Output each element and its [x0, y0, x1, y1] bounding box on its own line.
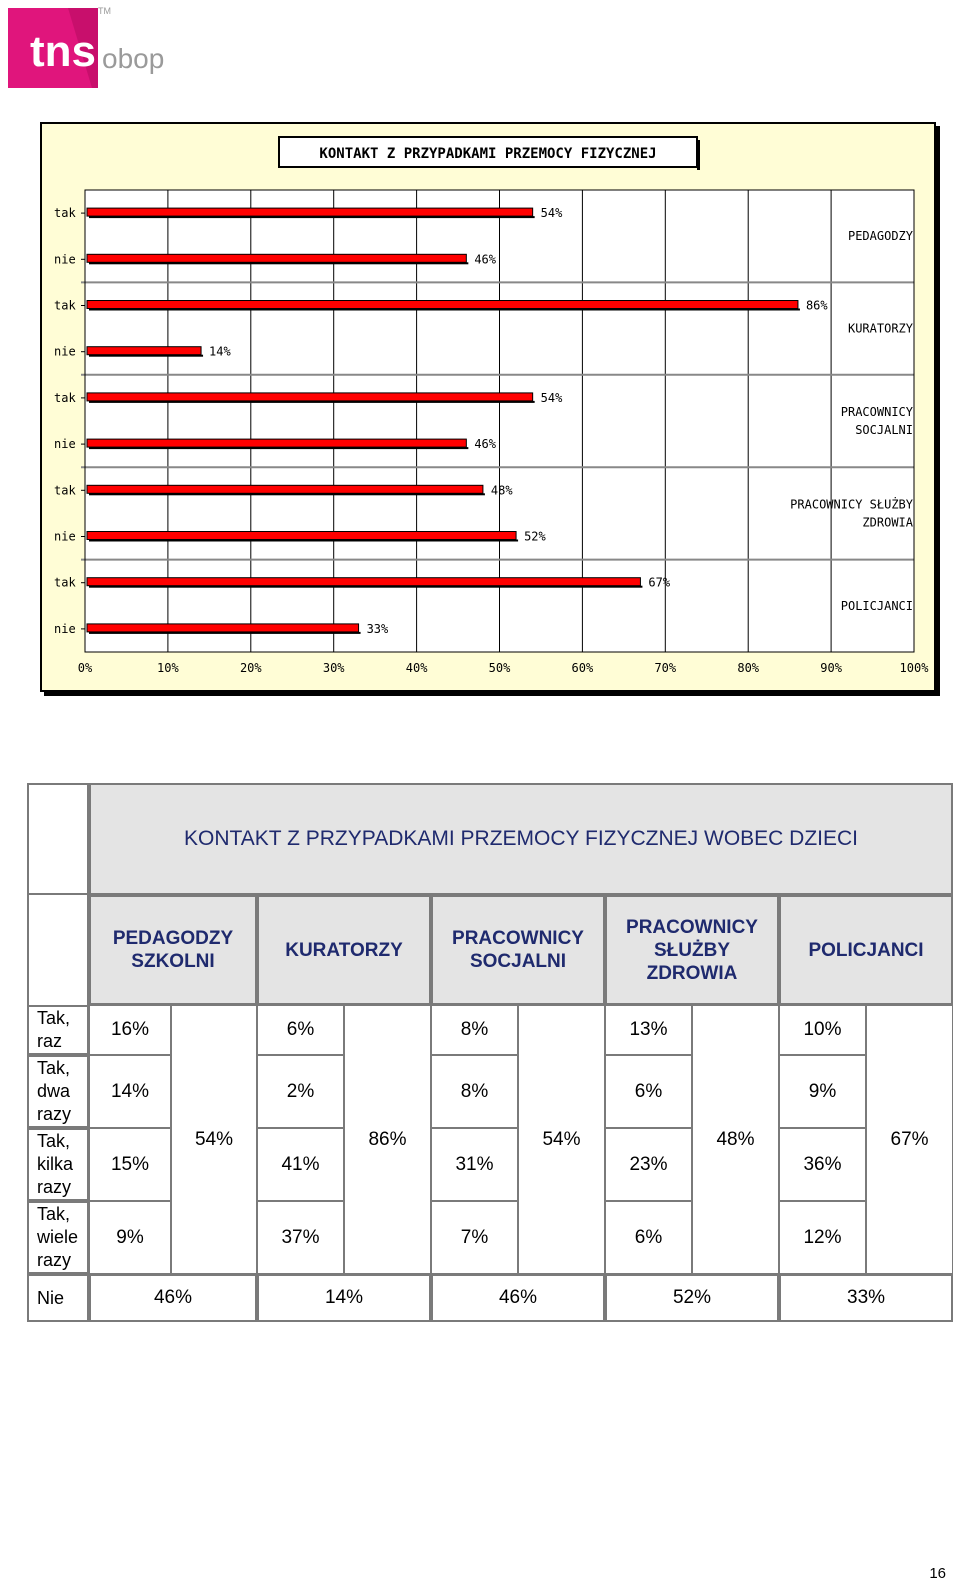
- detail-cell: 7%: [431, 1201, 518, 1274]
- nie-value-cell: 52%: [605, 1274, 779, 1322]
- detail-cell: 9%: [779, 1055, 866, 1128]
- bar-shadow: [89, 447, 468, 449]
- tak-total-cell: 48%: [692, 1005, 779, 1274]
- tak-total-cell: 86%: [344, 1005, 431, 1274]
- group-label: KURATORZY: [847, 321, 913, 336]
- nie-value-cell: 46%: [89, 1274, 257, 1322]
- chart-title-shadow: [697, 140, 700, 170]
- detail-cell: 6%: [257, 1005, 344, 1055]
- group-label: SOCJALNI: [855, 423, 913, 437]
- bar-category-label: tak: [54, 298, 76, 313]
- bar-category-label: nie: [54, 344, 76, 359]
- column-header: PRACOWNICY SŁUŻBY ZDROWIA: [605, 895, 779, 1005]
- detail-cell: 8%: [431, 1055, 518, 1128]
- detail-cell: 6%: [605, 1201, 692, 1274]
- column-header: POLICJANCI: [779, 895, 953, 1005]
- group-label: PRACOWNICY SŁUŻBY: [790, 497, 913, 512]
- bar-category-label: nie: [54, 529, 76, 544]
- bar-data-label: 54%: [540, 206, 563, 221]
- x-tick-label: 30%: [322, 661, 345, 675]
- x-tick-label: 10%: [157, 661, 179, 675]
- bar: [87, 624, 359, 632]
- bar-shadow: [89, 632, 361, 634]
- nie-value-cell: 46%: [431, 1274, 605, 1322]
- bar: [87, 532, 516, 540]
- nie-value-cell: 33%: [779, 1274, 953, 1322]
- bar-data-label: 67%: [648, 575, 671, 590]
- table-title: KONTAKT Z PRZYPADKAMI PRZEMOCY FIZYCZNEJ WOBEC DZIECI: [89, 783, 953, 895]
- logo-sub: obop: [102, 43, 165, 74]
- x-tick-label: 0%: [77, 661, 93, 675]
- group-label: PRACOWNICY: [840, 405, 913, 419]
- detail-cell: 13%: [605, 1005, 692, 1055]
- logo-tm: TM: [98, 6, 111, 16]
- row-label: Tak, wiele razy: [27, 1201, 89, 1274]
- detail-cell: 10%: [779, 1005, 866, 1055]
- x-tick-label: 80%: [737, 661, 760, 675]
- bar-shadow: [89, 355, 203, 357]
- bar-shadow: [89, 586, 642, 588]
- detail-cell: 23%: [605, 1128, 692, 1201]
- detail-cell: 8%: [431, 1005, 518, 1055]
- summary-table: [27, 783, 953, 1322]
- bar-category-label: tak: [54, 483, 76, 498]
- row-label: Tak, raz: [27, 1005, 89, 1055]
- x-tick-label: 70%: [654, 661, 677, 675]
- x-tick-label: 20%: [239, 661, 262, 675]
- row-label: Tak, kilka razy: [27, 1128, 89, 1201]
- bar-data-label: 52%: [524, 529, 546, 544]
- bar-data-label: 86%: [805, 298, 828, 313]
- tns-obop-logo: [6, 4, 166, 94]
- bar: [87, 208, 533, 216]
- bar-shadow: [89, 493, 485, 495]
- column-header: PRACOWNICY SOCJALNI: [431, 895, 605, 1005]
- bar-category-label: nie: [54, 621, 76, 636]
- nie-value-cell: 14%: [257, 1274, 431, 1322]
- tak-total-cell: 54%: [518, 1005, 605, 1274]
- bar: [87, 254, 466, 262]
- chart-title: KONTAKT Z PRZYPADKAMI PRZEMOCY FIZYCZNEJ: [319, 146, 657, 162]
- detail-cell: 31%: [431, 1128, 518, 1201]
- detail-cell: 41%: [257, 1128, 344, 1201]
- detail-cell: 36%: [779, 1128, 866, 1201]
- bar-data-label: 46%: [474, 252, 497, 267]
- row-label-header: [27, 895, 89, 1005]
- x-tick-label: 90%: [820, 661, 842, 675]
- bar-category-label: nie: [54, 437, 76, 452]
- bar-chart-panel: [40, 122, 936, 692]
- bar-data-label: 33%: [366, 621, 389, 636]
- bar-data-label: 54%: [540, 390, 563, 405]
- column-header: PEDAGODZY SZKOLNI: [89, 895, 257, 1005]
- corner-cell: [27, 783, 89, 895]
- bar-category-label: nie: [54, 252, 76, 267]
- logo-brand: tns: [30, 27, 96, 76]
- bar-data-label: 46%: [474, 437, 497, 452]
- bar: [87, 393, 533, 401]
- page-number: 16: [929, 1565, 946, 1582]
- bar-category-label: tak: [54, 575, 76, 590]
- bar-shadow: [89, 540, 518, 542]
- bar-shadow: [89, 216, 535, 218]
- tak-total-cell: 67%: [866, 1005, 953, 1274]
- row-label: Tak, dwa razy: [27, 1055, 89, 1128]
- x-tick-label: 100%: [899, 661, 929, 675]
- bar-shadow: [89, 309, 800, 311]
- detail-cell: 9%: [89, 1201, 171, 1274]
- bar-category-label: tak: [54, 206, 76, 221]
- bar: [87, 347, 201, 355]
- group-label: PEDAGODZY: [847, 229, 913, 244]
- bar-category-label: tak: [54, 390, 76, 405]
- detail-cell: 37%: [257, 1201, 344, 1274]
- bar-shadow: [89, 262, 468, 264]
- bar-data-label: 48%: [490, 483, 513, 498]
- group-label: ZDROWIA: [862, 515, 913, 530]
- detail-cell: 16%: [89, 1005, 171, 1055]
- bar: [87, 439, 466, 447]
- x-tick-label: 60%: [571, 661, 594, 675]
- bar-chart: [42, 124, 934, 690]
- detail-cell: 14%: [89, 1055, 171, 1128]
- bar: [87, 485, 483, 493]
- detail-cell: 6%: [605, 1055, 692, 1128]
- bar: [87, 578, 640, 586]
- bar-shadow: [89, 401, 535, 403]
- bar: [87, 301, 798, 309]
- bar-data-label: 14%: [209, 344, 231, 359]
- x-tick-label: 40%: [405, 661, 428, 675]
- detail-cell: 2%: [257, 1055, 344, 1128]
- detail-cell: 15%: [89, 1128, 171, 1201]
- detail-cell: 12%: [779, 1201, 866, 1274]
- row-label-nie: Nie: [27, 1274, 89, 1322]
- tak-total-cell: 54%: [171, 1005, 257, 1274]
- column-header: KURATORZY: [257, 895, 431, 1005]
- group-label: POLICJANCI: [840, 598, 913, 613]
- x-tick-label: 50%: [488, 661, 511, 675]
